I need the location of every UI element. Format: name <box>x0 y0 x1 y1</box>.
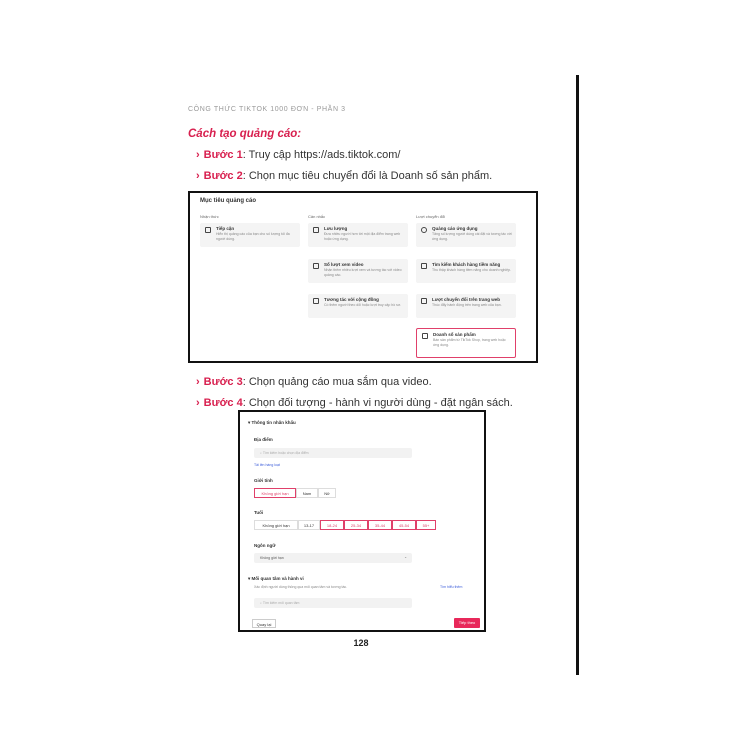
step-2-label: Bước 2 <box>203 170 243 182</box>
column-consideration: Cân nhắc <box>308 214 326 219</box>
card-desc: Tăng số lượng người dùng cài đặt và tương tác với ứng dụng. <box>432 232 512 241</box>
gender-any[interactable]: Không giới hạn <box>254 488 296 498</box>
step-1-text: : Truy cập https://ads.tiktok.com/ <box>242 149 401 161</box>
card-title: Tìm kiếm khách hàng tiềm năng <box>432 262 501 267</box>
objective-web-conversion[interactable] <box>416 294 516 318</box>
gender-label: Giới tính <box>254 478 273 483</box>
card-title: Lượt chuyển đổi trên trang web <box>432 297 500 302</box>
funnel-icon <box>421 263 427 269</box>
gender-female[interactable]: Nữ <box>318 488 336 498</box>
card-desc: Thu thập khách hàng tiềm năng cho doanh nghiệp. <box>432 268 512 272</box>
page-number: 128 <box>353 638 369 648</box>
location-label: Địa điểm <box>254 437 273 442</box>
step-4 <box>196 397 513 409</box>
age-55-plus[interactable]: 55+ <box>416 520 436 530</box>
language-value: Không giới hạn <box>260 556 284 560</box>
chevron-right-icon: › <box>196 170 200 182</box>
page-edge-rule <box>576 75 579 675</box>
card-desc: Có thêm người theo dõi hoặc lượt truy cập hồ sơ. <box>324 303 402 307</box>
interest-title: Mối quan tâm và hành vi <box>251 576 304 581</box>
section-title: Cách tạo quảng cáo: <box>188 128 302 140</box>
app-icon <box>421 227 427 233</box>
age-45-54[interactable]: 45-54 <box>392 520 416 530</box>
interest-placeholder: Tìm kiếm mối quan tâm <box>262 601 300 605</box>
objective-reach[interactable] <box>200 223 300 247</box>
card-title: Số lượt xem video <box>324 262 364 267</box>
chevron-down-icon: ⌄ <box>404 555 407 559</box>
age-18-24[interactable]: 18-24 <box>320 520 344 530</box>
card-title: Tiếp cận <box>216 226 235 231</box>
chevron-right-icon: › <box>196 397 200 409</box>
learn-more-link[interactable]: Tìm hiểu thêm <box>440 585 463 589</box>
gender-male[interactable]: Nam <box>296 488 318 498</box>
targeting-screenshot <box>238 410 486 632</box>
card-title: Tương tác với cộng đồng <box>324 297 379 302</box>
objective-title: Mục tiêu quảng cáo <box>200 198 257 204</box>
collapse-icon: ▾ <box>248 420 252 425</box>
running-header: CÔNG THỨC TIKTOK 1000 ĐƠN - PHẦN 3 <box>188 106 346 113</box>
language-select[interactable] <box>254 553 412 563</box>
objective-video-views[interactable] <box>308 259 408 283</box>
objective-engagement[interactable] <box>308 294 408 318</box>
cursor-icon <box>313 227 319 233</box>
ad-objective-screenshot <box>188 191 538 363</box>
collapse-icon: ▾ <box>248 576 252 581</box>
step-4-text: : Chọn đối tượng - hành vi người dùng - đặt ngân sách. <box>242 397 513 409</box>
step-3 <box>196 376 432 388</box>
card-desc: Đưa nhiều người hơn tới một địa điểm trang web hoặc ứng dụng. <box>324 232 401 241</box>
column-awareness: Nhận thức <box>200 214 219 219</box>
back-button[interactable]: Quay lại <box>252 619 276 628</box>
objective-app[interactable] <box>416 223 516 247</box>
chevron-right-icon: › <box>196 376 200 388</box>
location-input[interactable] <box>254 448 412 458</box>
column-conversion: Lượt chuyển đổi <box>416 214 446 219</box>
checkbox-icon <box>421 298 427 304</box>
card-desc: Nhận thêm nhiều lượt xem và tương tác với video quảng cáo. <box>324 268 402 277</box>
age-25-34[interactable]: 25-34 <box>344 520 368 530</box>
community-icon <box>313 298 319 304</box>
search-icon: ⌕ <box>260 601 263 605</box>
card-title: Quảng cáo ứng dụng <box>432 226 478 231</box>
demographics-title: Thông tin nhân khẩu <box>251 420 296 425</box>
step-4-label: Bước 4 <box>203 397 243 409</box>
next-button[interactable]: Tiếp theo <box>454 618 480 628</box>
card-desc: Hiển thị quảng cáo của bạn cho số lượng tối đa người dùng. <box>216 232 290 241</box>
step-3-text: : Chọn quảng cáo mua sắm qua video. <box>242 376 432 388</box>
demographics-section <box>248 420 296 426</box>
card-title: Lưu lượng <box>324 226 348 231</box>
video-icon <box>313 263 319 269</box>
search-icon: ⌕ <box>260 451 263 455</box>
step-1-label: Bước 1 <box>203 149 243 161</box>
objective-product-sales[interactable] <box>416 328 516 358</box>
card-desc: Thúc đẩy hành động trên trang web của bạn. <box>432 303 502 307</box>
step-2-text: : Chọn mục tiêu chuyển đổi là Doanh số sản phẩm. <box>242 170 493 182</box>
age-any[interactable]: Không giới hạn <box>254 520 298 530</box>
step-2 <box>196 170 492 182</box>
step-1 <box>196 149 400 161</box>
interest-desc: Xác định người dùng thông qua mối quan tâm và tương tác. <box>254 585 348 589</box>
objective-traffic[interactable] <box>308 223 408 247</box>
age-13-17[interactable]: 13-17 <box>298 520 320 530</box>
card-desc: Bán sản phẩm từ TikTok Shop, trang web hoặc ứng dụng. <box>433 338 506 347</box>
age-label: Tuổi <box>254 510 264 515</box>
interest-section <box>248 576 304 582</box>
chevron-right-icon: › <box>196 149 200 161</box>
card-title: Doanh số sản phẩm <box>433 332 476 337</box>
bulk-upload-link[interactable]: Tải lên hàng loạt <box>254 463 280 467</box>
location-placeholder: Tìm kiếm hoặc chọn địa điểm <box>262 451 309 455</box>
interest-input[interactable] <box>254 598 412 608</box>
shop-icon <box>422 333 428 339</box>
step-3-label: Bước 3 <box>203 376 243 388</box>
reach-icon <box>205 227 211 233</box>
objective-leads[interactable] <box>416 259 516 283</box>
age-35-44[interactable]: 35-44 <box>368 520 392 530</box>
language-label: Ngôn ngữ <box>254 543 276 548</box>
